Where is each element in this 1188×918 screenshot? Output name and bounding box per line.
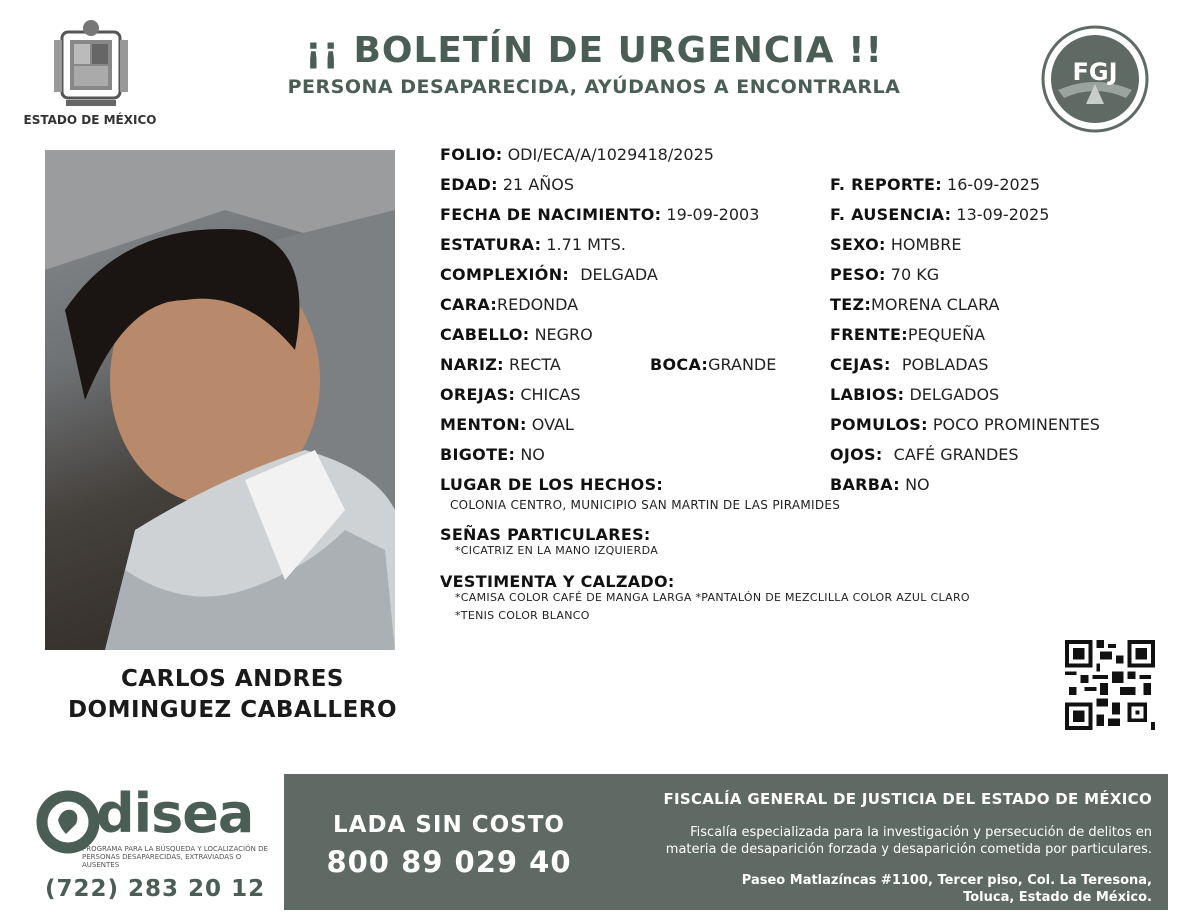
peso-value: 70 KG [890,265,940,284]
f-reporte-value: 16-09-2025 [947,175,1041,194]
person-name-first: CARLOS ANDRES [121,666,344,692]
vestimenta-line-2: *TENIS COLOR BLANCO [455,609,590,622]
vestimenta-label: VESTIMENTA Y CALZADO: [440,572,675,591]
menton-value: OVAL [531,415,574,434]
fgj-seal-icon [1040,24,1150,134]
tez-value: MORENA CLARA [871,295,1000,314]
orejas-value: CHICAS [520,385,581,404]
person-name-last: DOMINGUEZ CABALLERO [67,697,398,723]
pomulos-value: POCO PROMINENTES [932,415,1100,434]
qr-code-icon[interactable] [1064,640,1156,730]
missing-person-photo [45,150,395,650]
ojos-label: OJOS: [830,445,883,464]
complexion-label: COMPLEXIÓN: [440,265,570,284]
odisea-phone[interactable]: (722) 283 20 12 [45,876,266,902]
estatura-label: ESTATURA: [440,235,542,254]
cara-label: CARA: [440,295,498,314]
f-ausencia-label: F. AUSENCIA: [830,205,952,224]
cabello-label: CABELLO: [440,325,530,344]
labios-label: LABIOS: [830,385,905,404]
barba-value: NO [905,475,930,494]
address-line-1: Paseo Matlazíncas #1100, Tercer piso, Col. La Teresona, [741,873,1152,888]
folio-value: ODI/ECA/A/1029418/2025 [507,145,714,164]
cejas-label: CEJAS: [830,355,891,374]
boca-value: GRANDE [708,355,777,374]
sexo-label: SEXO: [830,235,886,254]
folio-label: FOLIO: [440,145,503,164]
f-reporte-label: F. REPORTE: [830,175,942,194]
bigote-label: BIGOTE: [440,445,516,464]
fecha-nacimiento-label: FECHA DE NACIMIENTO: [440,205,662,224]
lada-phone-number[interactable]: 800 89 029 40 [326,845,572,879]
fecha-nacimiento-value: 19-09-2003 [666,205,760,224]
estado-de-mexico-label: ESTADO DE MÉXICO [23,113,157,127]
fiscalia-address [605,872,1152,906]
odisea-logo-text: disea [96,782,254,845]
menton-label: MENTON: [440,415,527,434]
senas-particulares-value: *CICATRIZ EN LA MANO IZQUIERDA [455,544,659,557]
frente-value: PEQUEÑA [907,325,986,344]
senas-particulares-label: SEÑAS PARTICULARES: [440,525,651,544]
complexion-value: DELGADA [580,265,658,284]
bulletin-title: ¡¡ BOLETÍN DE URGENCIA !! [305,30,883,71]
estatura-value: 1.71 MTS. [546,235,626,254]
frente-label: FRENTE: [830,325,908,344]
cara-value: REDONDA [497,295,579,314]
edad-label: EDAD: [440,175,498,194]
fiscalia-desc-line-1: Fiscalía especializada para la investigación y persecución de delitos en [690,825,1152,840]
bulletin-subtitle: PERSONA DESAPARECIDA, AYÚDANOS A ENCONTRARLA [287,76,901,98]
lugar-hechos-label: LUGAR DE LOS HECHOS: [440,475,664,494]
fiscalia-desc-line-2: materia de desaparición forzada y desaparición cometida por particulares. [665,842,1152,857]
cabello-value: NEGRO [534,325,593,344]
fgj-logo-text: FGJ [1072,58,1118,86]
fiscalia-title: FISCALÍA GENERAL DE JUSTICIA DEL ESTADO DE MÉXICO [663,790,1152,808]
f-ausencia-value: 13-09-2025 [956,205,1050,224]
odisea-description: PROGRAMA PARA LA BÚSQUEDA Y LOCALIZACIÓN DE PERSONAS DESAPARECIDAS, EXTRAVIADAS O AUSENTES [82,845,268,869]
pomulos-label: POMULOS: [830,415,928,434]
tez-label: TEZ: [830,295,872,314]
address-line-2: Toluca, Estado de México. [963,890,1152,905]
lugar-hechos-value: COLONIA CENTRO, MUNICIPIO SAN MARTIN DE LAS PIRAMIDES [450,498,841,512]
vestimenta-line-1: *CAMISA COLOR CAFÉ DE MANGA LARGA *PANTALÓN DE MEZCLILLA COLOR AZUL CLARO [455,591,970,604]
cejas-value: POBLADAS [901,355,989,374]
labios-value: DELGADOS [909,385,1000,404]
orejas-label: OREJAS: [440,385,516,404]
sexo-value: HOMBRE [890,235,962,254]
peso-label: PESO: [830,265,886,284]
barba-label: BARBA: [830,475,900,494]
fiscalia-description [605,824,1152,858]
edad-value: 21 AÑOS [502,175,574,194]
bigote-value: NO [520,445,545,464]
nariz-label: NARIZ: [440,355,504,374]
lada-sin-costo-label: LADA SIN COSTO [333,812,565,838]
ojos-value: CAFÉ GRANDES [893,445,1019,464]
boca-label: BOCA: [650,355,709,374]
nariz-value: RECTA [508,355,561,374]
